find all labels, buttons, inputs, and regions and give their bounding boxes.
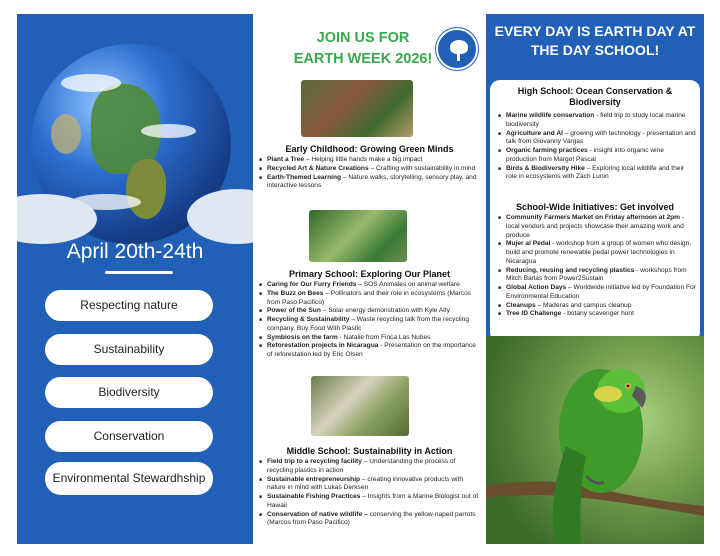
middle-school-heading: Middle School: Sustainability in Action: [286, 446, 453, 456]
theme-respecting-nature: Respecting nature: [45, 290, 213, 321]
list-item: ■ Organic farming practices - insight into organic wine production from Margot Pascal: [498, 147, 696, 165]
list-item: ■ Recycling & Sustainability – Waste recycling talk from the recycling company, Buy Food With Plastic: [259, 316, 483, 334]
title-line-2: EARTH WEEK 2026!: [293, 51, 433, 68]
programs-card: [490, 80, 700, 342]
list-item: ■ Community Farmers Market on Friday afternoon at 2pm - local vendors and projects showcase their amazing work and produce: [498, 214, 696, 240]
list-item: ■ Plant a Tree – Helping little hands make a big impact: [259, 156, 483, 165]
parrot-illustration: [486, 336, 704, 544]
theme-environmental-stewardship: Environmental Stewardhship: [45, 462, 213, 495]
list-item: ■ Caring for Our Furry Friends – SOS Animales on animal welfare: [259, 281, 483, 290]
list-item: ■ Marine wildlife conservation - field trip to study local marine biodiversity: [498, 112, 696, 130]
event-title: [283, 28, 443, 70]
parrot-photo: [486, 336, 704, 544]
list-item: ■ Conservation of native wildlife – conserving the yellow-naped parrots (Marcos from Paso Pacifico): [259, 511, 483, 529]
middle-school-list: [259, 458, 483, 528]
list-item: ■ Mujer al Pedal - workshop from a group of women who design, build and promote renewable pedal power technologies in Nicaragua: [498, 240, 696, 266]
early-childhood-list: [259, 156, 483, 191]
list-item: ■ Agriculture and AI – growing with technology - presentation and talk from Giovanny Vargas: [498, 130, 696, 148]
date-underline: [105, 271, 173, 274]
school-logo-tree-icon: [436, 28, 478, 70]
list-item: ■ Reforestation projects in Nicaragua - Presentation on the importance of reforestation led by Eric Olsen: [259, 342, 483, 360]
left-panel: [17, 14, 253, 544]
theme-biodiversity: Biodiversity: [45, 377, 213, 408]
list-item: ■ Power of the Sun – Solar energy demonstration with Kyle Alty: [259, 307, 483, 316]
primary-school-list: [259, 281, 483, 360]
theme-conservation: Conservation: [45, 421, 213, 452]
right-panel: [486, 14, 704, 544]
primary-school-photo: [309, 210, 407, 262]
high-school-list: [498, 112, 696, 182]
school-wide-heading: School-Wide Initiatives: Get involved: [516, 202, 674, 212]
school-wide-list: [498, 214, 696, 319]
event-dates: April 20th-24th: [66, 240, 204, 263]
primary-school-heading: Primary School: Exploring Our Planet: [288, 269, 451, 279]
list-item: ■ Sustainable entrepreneurship – creating innovative products with nature in mind with Lukas Derksen: [259, 476, 483, 494]
list-item: ■ Symbiosis on the farm - Natalie from Finca Las Nubes: [259, 334, 483, 343]
list-item: ■ Cleanups – Maderas and campus cleanup: [498, 302, 696, 311]
list-item: ■ Field trip to a recycling facility – Understanding the process of recycling plastics in action: [259, 458, 483, 476]
list-item: ■ Reducing, reusing and recycling plastics - workshops from Mitch Barlas from Power2Sustain: [498, 267, 696, 285]
right-title: EVERY DAY IS EARTH DAY AT THE DAY SCHOOL!: [494, 23, 696, 58]
list-item: ■ Sustainable Fishing Practices – Insights from a Marine Biologist out of Hawaii: [259, 493, 483, 511]
list-item: ■ Global Action Days – Worldwide initiative led by Foundation For Environmental Education: [498, 284, 696, 302]
title-line-1: JOIN US FOR: [316, 30, 410, 46]
early-childhood-photo: [301, 80, 413, 137]
high-school-heading: High School: Ocean Conservation & Biodiversity: [517, 86, 673, 108]
middle-school-photo: [311, 376, 409, 436]
list-item: ■ Earth-Themed Learning – Nature walks, storytelling, sensory play, and interactive lessons: [259, 174, 483, 192]
middle-panel: [253, 14, 486, 544]
early-childhood-heading: Early Childhood: Growing Green Minds: [285, 144, 454, 154]
theme-sustainability: Sustainability: [45, 334, 213, 365]
list-item: ■ Tree ID Challenge - botany scavenger hunt: [498, 310, 696, 319]
list-item: ■ The Buzz on Bees – Pollinators and their role in ecosystems (Marcos from Paso Pacifico): [259, 290, 483, 308]
list-item: ■ Recycled Art & Nature Creations – Crafting with sustainability in mind: [259, 165, 483, 174]
list-item: ■ Birds & Biodiversity Hike – Exploring local wildlife and their role in ecosystems with Zach Lunin: [498, 165, 696, 183]
